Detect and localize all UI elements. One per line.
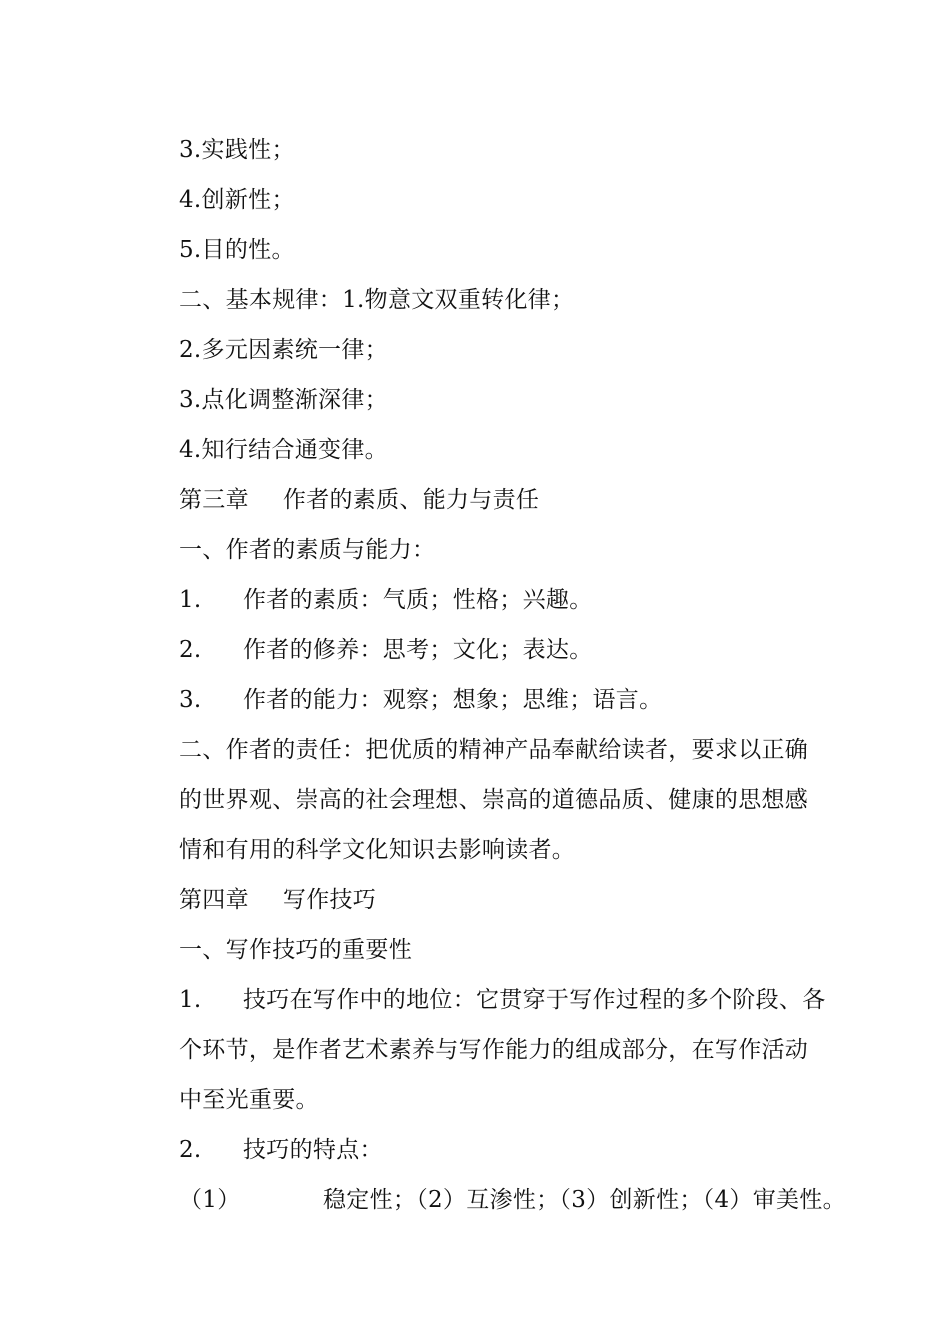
chapter-title: 写作技巧	[282, 887, 377, 913]
chapter-heading	[179, 475, 829, 525]
document-page	[179, 125, 846, 1225]
text-line: 5.目的性。	[179, 237, 295, 263]
list-number: 1.	[179, 987, 202, 1013]
list-number: 1.	[179, 587, 202, 613]
chapter-label: 第四章	[179, 887, 249, 913]
sub-list-item	[179, 1175, 846, 1225]
list-number: 2.	[179, 637, 202, 663]
list-text: 作者的素质：气质；性格；兴趣。	[243, 587, 593, 613]
list-item	[179, 675, 829, 725]
chapter-label: 第三章	[179, 487, 249, 513]
list-item	[179, 975, 829, 1125]
section-heading: 一、作者的素质与能力：	[179, 537, 436, 563]
text-line: 二、基本规律：1.物意文双重转化律；	[179, 287, 575, 313]
list-number: 2.	[179, 1137, 202, 1163]
list-item	[179, 1125, 829, 1175]
sub-list-text: 稳定性；（2）互渗性；（3）创新性；（4）审美性。	[323, 1187, 846, 1213]
paragraph: 二、作者的责任：把优质的精神产品奉献给读者，要求以正确的世界观、崇高的社会理想、崇高的道德品质、健康的思想感情和有用的科学文化知识去影响读者。	[179, 737, 809, 863]
text-line: 3.实践性；	[179, 137, 295, 163]
list-text: 作者的能力：观察；想象；思维；语言。	[243, 687, 663, 713]
list-number: 3.	[179, 687, 202, 713]
sub-list-number: （1）	[179, 1187, 241, 1213]
text-line: 4.创新性；	[179, 187, 295, 213]
text-line: 3.点化调整渐深律；	[179, 387, 388, 413]
chapter-heading	[179, 875, 829, 925]
list-text: 技巧的特点：	[243, 1137, 383, 1163]
list-item	[179, 575, 829, 625]
text-line: 4.知行结合通变律。	[179, 437, 388, 463]
list-text: 技巧在写作中的地位：它贯穿于写作过程的多个阶段、各个环节，是作者艺术素养与写作能力的组成部分，在写作活动中至光重要。	[179, 987, 826, 1113]
list-item	[179, 625, 829, 675]
list-text: 作者的修养：思考；文化；表达。	[243, 637, 593, 663]
chapter-title: 作者的素质、能力与责任	[282, 487, 540, 513]
section-heading: 一、写作技巧的重要性	[179, 937, 412, 963]
text-line: 2.多元因素统一律；	[179, 337, 388, 363]
